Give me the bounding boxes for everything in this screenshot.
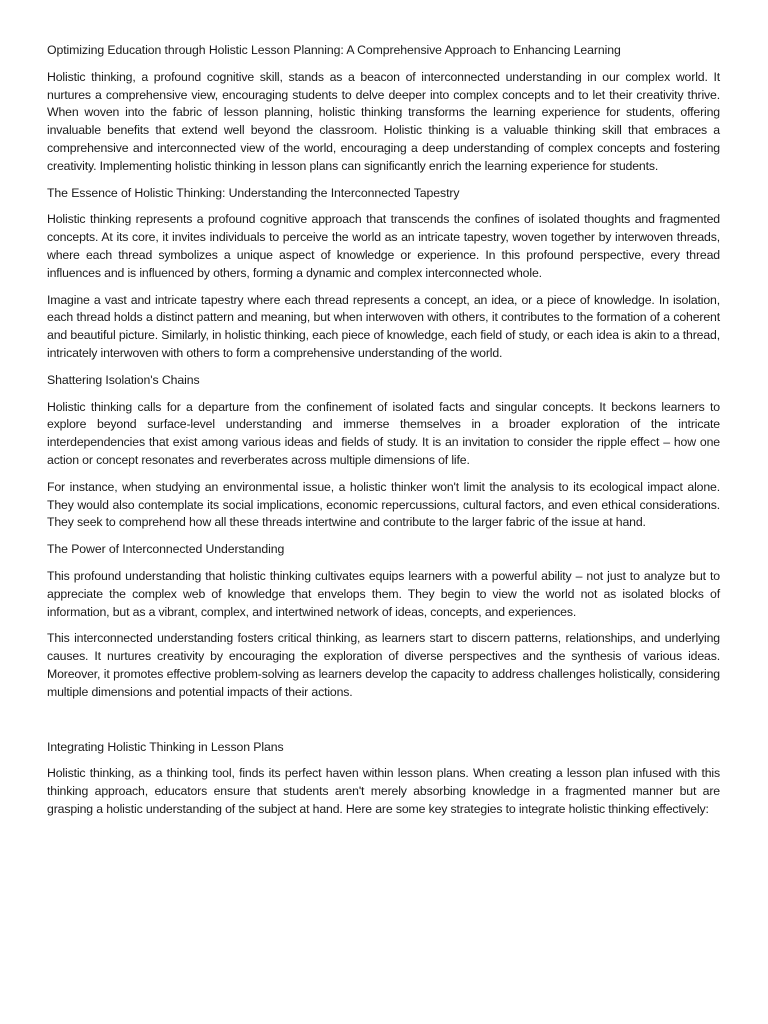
section-heading-integrating: Integrating Holistic Thinking in Lesson Plans (47, 739, 284, 754)
section-heading-power: The Power of Interconnected Understanding (47, 542, 285, 557)
intro-paragraph: Holistic thinking, a profound cognitive skill, stands as a beacon of interconnected understanding in our complex world. It nurtures a comprehensive view, encouraging students to delve deeper into complex concepts and to let their creativity thrive. When woven into the fabric of lesson planning, holistic thinking transforms the learning experience for students, offering invaluable benefits that extend well beyond the classroom. Holistic thinking is a valuable thinking skill that embraces a comprehensive and interconnected view of the world, encouraging a deep understanding of complex concepts and fostering creativity. Implementing holistic thinking in lesson plans can significantly enrich the learning experience for students. (47, 69, 720, 173)
paragraph: Holistic thinking represents a profound cognitive approach that transcends the confines of isolated thoughts and fragmented concepts. At its core, it invites individuals to perceive the world as an intricate tapestry, woven together by interwoven threads, where each thread symbolizes a unique aspect of knowledge or experience. In this profound perspective, every thread influences and is influenced by others, forming a dynamic and complex interconnected whole. (47, 212, 720, 280)
paragraph: For instance, when studying an environmental issue, a holistic thinker won't limit the analysis to its ecological impact alone. They would also contemplate its social implications, economic repercussions, cultural factors, and even ethical considerations. They seek to comprehend how all these threads intertwine and contribute to the larger fabric of the issue at hand. (47, 479, 720, 530)
section-heading-essence: The Essence of Holistic Thinking: Understanding the Interconnected Tapestry (47, 185, 460, 200)
paragraph: Imagine a vast and intricate tapestry where each thread represents a concept, an idea, or a piece of knowledge. In isolation, each thread holds a distinct pattern and meaning, but when interwoven with others, it contributes to the formation of a coherent and beautiful picture. Similarly, in holistic thinking, each piece of knowledge, each field of study, or each idea is akin to a thread, intricately interwoven with others to form a comprehensive understanding of the world. (47, 292, 720, 360)
paragraph: This interconnected understanding fosters critical thinking, as learners start to discern patterns, relationships, and underlying causes. It nurtures creativity by encouraging the exploration of diverse perspectives and the synthesis of various ideas. Moreover, it promotes effective problem-solving as learners develop the capacity to address challenges holistically, considering multiple dimensions and potential impacts of their actions. (47, 631, 720, 699)
paragraph: Holistic thinking, as a thinking tool, finds its perfect haven within lesson plans. When creating a lesson plan infused with this thinking approach, educators ensure that students aren't merely absorbing knowledge in a fragmented manner but are grasping a holistic understanding of the subject at hand. Here are some key strategies to integrate holistic thinking effectively: (47, 766, 720, 816)
paragraph: This profound understanding that holistic thinking cultivates equips learners with a powerful ability – not just to analyze but to appreciate the complex web of knowledge that envelops them. They begin to view the world not as isolated blocks of information, but as a vibrant, complex, and intertwined network of ideas, concepts, and experiences. (47, 568, 720, 619)
paragraph: Holistic thinking calls for a departure from the confinement of isolated facts and singular concepts. It beckons learners to explore beyond surface-level understanding and immerse themselves in a broader exploration of the intricate interdependencies that exist among various ideas and fields of study. It is an invitation to consider the ripple effect – how one action or concept resonates and reverberates across multiple dimensions of life. (47, 399, 720, 467)
document-title: Optimizing Education through Holistic Lesson Planning: A Comprehensive Approach to Enhancing Learning (47, 43, 621, 57)
section-spacer (47, 711, 720, 739)
document-page (47, 42, 720, 828)
section-heading-isolation: Shattering Isolation's Chains (47, 372, 200, 387)
